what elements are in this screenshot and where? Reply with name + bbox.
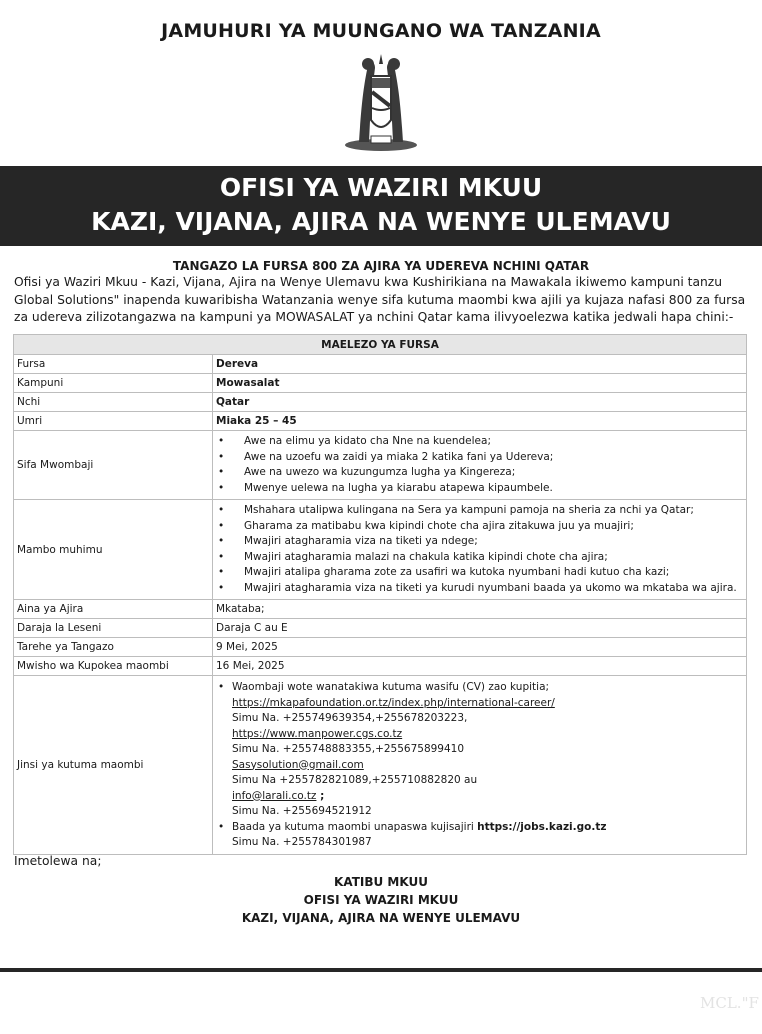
list-item: • Awe na uzoefu wa zaidi ya miaka 2 katika fani ya Udereva; <box>216 450 743 466</box>
row-value: Mkataba; <box>213 600 747 619</box>
signatory-title: KATIBU MKUU <box>334 875 428 889</box>
table-row <box>14 619 747 638</box>
row-label: Umri <box>14 412 213 431</box>
office-line-2: KAZI, VIJANA, AJIRA NA WENYE ULEMAVU <box>91 207 671 236</box>
list-item: • Waombaji wote wanatakiwa kutuma wasifu (CV) zao kupitia; <box>216 680 743 696</box>
table-row <box>14 374 747 393</box>
list-item: • Mwenye uelewa na lugha ya kiarabu atapewa kipaumbele. <box>216 481 743 497</box>
list-item: • Mwajiri atagharamia viza na tiketi ya kurudi nyumbani baada ya ukomo wa mkataba wa ajira. <box>216 581 743 597</box>
row-label: Sifa Mwombaji <box>14 431 213 500</box>
opportunity-table <box>13 334 747 855</box>
table-row <box>14 412 747 431</box>
row-label: Kampuni <box>14 374 213 393</box>
list-item <box>216 820 743 836</box>
row-label: Nchi <box>14 393 213 412</box>
phone-text: Simu Na +255782821089,+255710882820 au <box>232 774 478 786</box>
row-value: 16 Mei, 2025 <box>213 657 747 676</box>
phone-text: Simu Na. +255784301987 <box>232 836 372 848</box>
signatory-office: OFISI YA WAZIRI MKUU <box>303 893 459 907</box>
row-value: 9 Mei, 2025 <box>213 638 747 657</box>
table-row <box>14 638 747 657</box>
phone-text: Simu Na. +255749639354,+255678203223, <box>232 712 468 724</box>
row-label: Mwisho wa Kupokea maombi <box>14 657 213 676</box>
sasy-email-link[interactable]: Sasysolution@gmail.com <box>232 758 364 771</box>
list-item: • Awe na uwezo wa kuzungumza lugha ya Kingereza; <box>216 465 743 481</box>
row-value: Mowasalat <box>216 377 280 389</box>
manpower-link[interactable]: https://www.manpower.cgs.co.tz <box>232 727 403 740</box>
table-heading: MAELEZO YA FURSA <box>14 335 747 355</box>
larali-email-link[interactable]: info@larali.co.tz <box>232 789 317 802</box>
sifa-list <box>216 432 743 498</box>
list-item: • Mwajiri atalipa gharama zote za usafiri wa kutoka nyumbani hadi kutuo cha kazi; <box>216 565 743 581</box>
list-item: • Awe na elimu ya kidato cha Nne na kuendelea; <box>216 434 743 450</box>
office-line-1: OFISI YA WAZIRI MKUU <box>219 173 543 202</box>
phone-text: Simu Na. +255748883355,+255675899410 <box>232 743 465 755</box>
mkapa-link[interactable]: https://mkapafoundation.or.tz/index.php/international-career/ <box>232 696 555 709</box>
office-banner <box>0 166 762 246</box>
country-title: JAMUHURI YA MUUNGANO WA TANZANIA <box>161 20 601 42</box>
row-value: Dereva <box>216 358 259 370</box>
table-row <box>14 600 747 619</box>
jobs-portal-link[interactable]: https://jobs.kazi.go.tz <box>477 820 607 833</box>
list-item: • Mwajiri atagharamia viza na tiketi ya ndege; <box>216 534 743 550</box>
jinsi-list <box>216 677 743 696</box>
email-suffix: ; <box>316 789 325 802</box>
issued-by: Imetolewa na; <box>14 854 102 868</box>
row-label: Tarehe ya Tangazo <box>14 638 213 657</box>
announcement-intro: Ofisi ya Waziri Mkuu - Kazi, Vijana, Ajira na Wenye Ulemavu kwa Kushirikiana na Mawakala ikiwemo kampuni tanzu Global Solutions" inapenda kuwaribisha Watanzania wenye sifa kutuma maombi kwa ajili ya kujaza nafasi 800 za fursa za udereva zilizotangazwa na kampuni ya MOWASALAT ya nchini Qatar kama ilivyoelezwa katika jedwali hapa chini:- <box>14 275 746 324</box>
row-label: Fursa <box>14 355 213 374</box>
row-label: Aina ya Ajira <box>14 600 213 619</box>
table-row <box>14 676 747 855</box>
row-value: Qatar <box>216 396 250 408</box>
table-row <box>14 500 747 600</box>
table-row <box>14 355 747 374</box>
register-text: Baada ya kutuma maombi unapaswa kujisajiri <box>232 820 478 833</box>
watermark: MCL."F <box>700 994 759 1012</box>
list-item: • Gharama za matibabu kwa kipindi chote cha ajira zitakuwa juu ya muajiri; <box>216 519 743 535</box>
list-item: • Mwajiri atagharamia malazi na chakula katika kipindi chote cha ajira; <box>216 550 743 566</box>
list-item: • Mshahara utalipwa kulingana na Sera ya kampuni pamoja na sheria za nchi ya Qatar; <box>216 503 743 519</box>
coat-of-arms-emblem <box>331 50 431 154</box>
table-row <box>14 431 747 500</box>
signatory-ministry: KAZI, VIJANA, AJIRA NA WENYE ULEMAVU <box>241 911 521 925</box>
table-row <box>14 657 747 676</box>
row-label: Mambo muhimu <box>14 500 213 600</box>
phone-text: Simu Na. +255694521912 <box>232 805 372 817</box>
signature-block <box>0 873 762 927</box>
table-row <box>14 393 747 412</box>
row-value: Miaka 25 – 45 <box>216 415 297 427</box>
mambo-list <box>216 501 743 598</box>
row-value: Daraja C au E <box>213 619 747 638</box>
row-label: Daraja la Leseni <box>14 619 213 638</box>
row-label: Jinsi ya kutuma maombi <box>14 676 213 855</box>
bottom-divider <box>0 968 762 972</box>
jinsi-list-2 <box>216 820 743 836</box>
announcement-title: TANGAZO LA FURSA 800 ZA AJIRA YA UDEREVA NCHINI QATAR <box>172 259 590 273</box>
